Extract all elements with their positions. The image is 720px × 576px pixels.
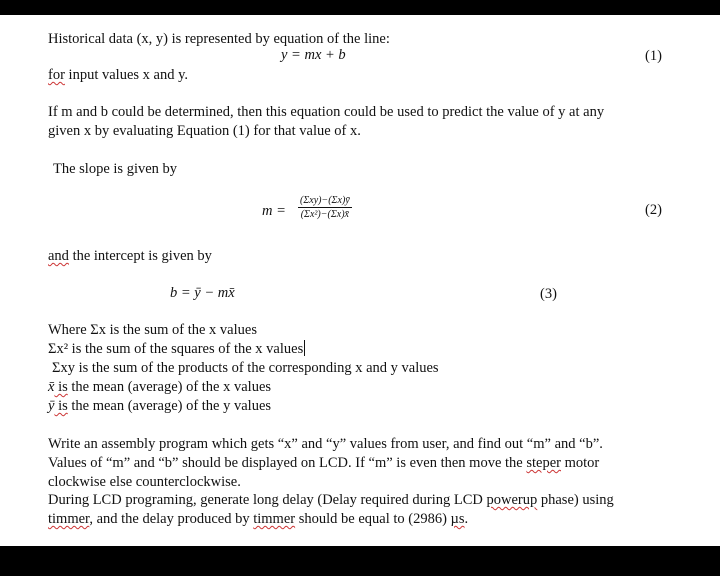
slope-denominator: (Σx²)−(Σx)x̄: [300, 209, 349, 220]
definition-mean-y: [48, 397, 271, 415]
equation-2-number: (2): [645, 202, 662, 218]
definition-mean-y-rest: the mean (average) of the y values: [67, 398, 272, 414]
task-line-2-b: motor: [561, 455, 600, 471]
mean-y-symbol: ȳ: [48, 398, 55, 414]
spellcheck-word-is-x: is: [54, 379, 68, 395]
spellcheck-word-and: and: [48, 248, 69, 264]
definition-mean-x-rest: the mean (average) of the x values: [67, 379, 272, 395]
slope-label: The slope is given by: [53, 161, 178, 177]
task-line-2-a: Values of “m” and “b” should be displayed on LCD. If “m” is even then move the: [48, 455, 527, 471]
document-page: [0, 15, 720, 546]
spellcheck-word-is-y: is: [54, 398, 68, 414]
definition-sum-xy: Σxy is the sum of the products of the corresponding x and y values: [52, 360, 439, 376]
task-line-4-b: phase) using: [537, 492, 614, 508]
intercept-label-rest: the intercept is given by: [68, 248, 212, 264]
equation-3-number: (3): [540, 286, 557, 302]
equation-3: b = ȳ − mx̄: [170, 285, 235, 301]
definition-sum-x: Where Σx is the sum of the x values: [48, 322, 257, 338]
task-line-1: Write an assembly program which gets “x” and “y” values from user, and find out “m” and “b”.: [48, 436, 603, 452]
intercept-label: [48, 247, 212, 265]
intro-line-1: Historical data (x, y) is represented by equation of the line:: [48, 31, 390, 47]
task-line-5-b: should be equal to (2986): [295, 511, 451, 527]
definition-sum-x-squared-text: Σx² is the sum of the squares of the x values: [48, 341, 304, 357]
slope-numerator: (Σxy)−(Σx)ȳ: [300, 195, 350, 206]
task-line-4: [48, 491, 614, 509]
paragraph-1-line-1: If m and b could be determined, then this equation could be used to predict the value of y at any: [48, 104, 605, 120]
spellcheck-word-steper: steper: [526, 455, 561, 471]
intro-line-2: [48, 66, 188, 84]
mean-x-symbol: x̄: [48, 379, 55, 395]
spellcheck-word-timmer-1: timmer: [48, 511, 90, 527]
task-line-5: [48, 510, 468, 528]
spellcheck-word-for: for: [48, 67, 65, 83]
intro-line-2-rest: input values x and y.: [64, 67, 189, 83]
equation-1-number: (1): [645, 48, 662, 64]
paragraph-1-line-2: given x by evaluating Equation (1) for that value of x.: [48, 123, 361, 139]
task-line-3: clockwise else counterclockwise.: [48, 474, 241, 490]
task-line-2: [48, 454, 599, 472]
definition-mean-x: [48, 378, 271, 396]
spellcheck-word-timmer-2: timmer: [253, 511, 296, 527]
task-line-5-end: .: [464, 511, 469, 527]
slope-m-equals: m =: [262, 203, 286, 219]
equation-1: y = mx + b: [281, 47, 346, 63]
definition-sum-x-squared: [48, 340, 305, 358]
slope-fraction: [298, 195, 352, 220]
spellcheck-word-us: µs: [450, 511, 465, 527]
task-line-5-a: , and the delay produced by: [89, 511, 254, 527]
text-cursor: [304, 340, 305, 356]
spellcheck-word-powerup: powerup: [486, 492, 538, 508]
task-line-4-a: During LCD programing, generate long delay (Delay required during LCD: [48, 492, 487, 508]
